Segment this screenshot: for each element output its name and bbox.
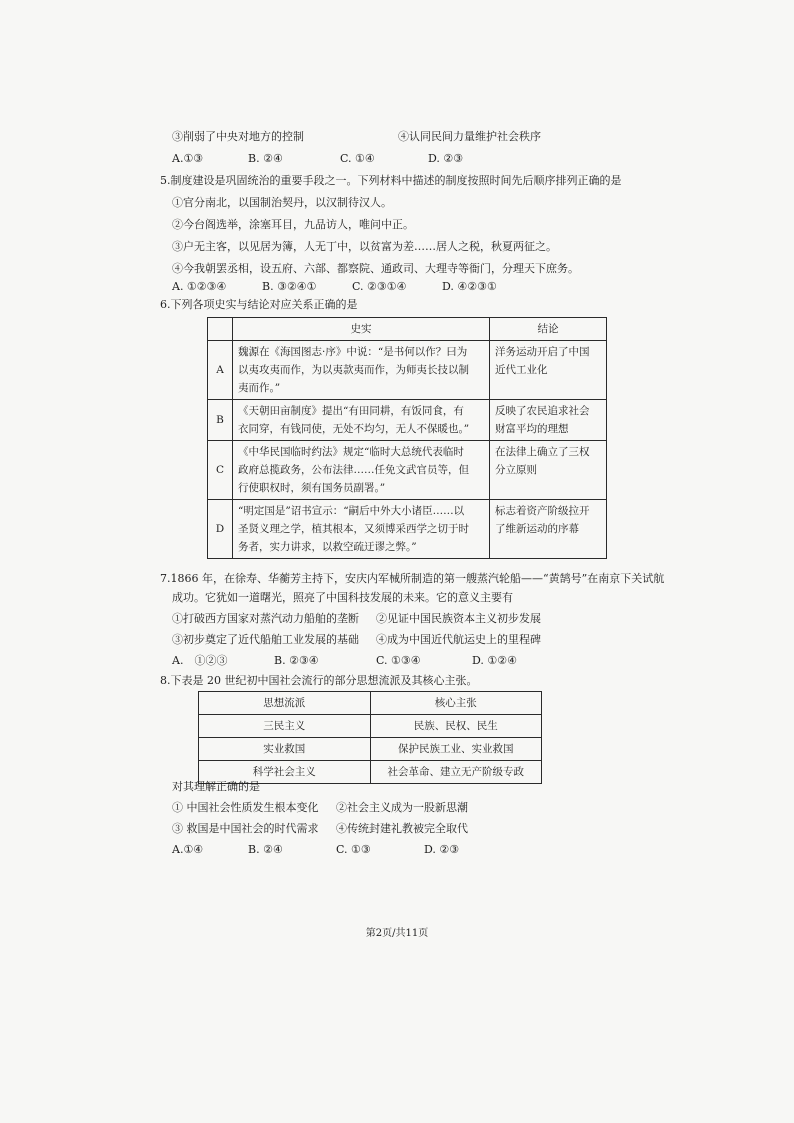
q6-row-letter: A: [208, 341, 233, 400]
q8-item-3: ③ 救国是中国社会的时代需求: [172, 822, 319, 835]
q8-option-a: A.①④: [172, 843, 204, 856]
fact-line: 《中华民国临时约法》规定“临时大总统代表临时: [238, 446, 464, 458]
q6-row-a: [208, 341, 607, 400]
q8-claim: 社会革命、建立无产阶级专政: [370, 761, 542, 784]
q7-option-c: C. ①③④: [376, 654, 421, 667]
q8-claim: 保护民族工业、实业救国: [370, 738, 542, 761]
q5-option-c: C. ②③①④: [352, 280, 407, 293]
q7-item-3: ③初步奠定了近代船舶工业发展的基础: [172, 633, 359, 646]
q8-school: 科学社会主义: [199, 761, 371, 784]
q6-stem: 6.下列各项史实与结论对应关系正确的是: [160, 298, 358, 311]
q6-row-conclusion: [490, 400, 607, 441]
q6-row-conclusion: [490, 441, 607, 500]
q5-item-1: ①官分南北，以国制治契丹，以汉制待汉人。: [172, 196, 392, 209]
q4-item-4: ④认同民间力量维护社会秩序: [398, 130, 541, 143]
q8-option-b: B. ②④: [248, 843, 283, 856]
q5-stem: 5.制度建设是巩固统治的重要手段之一。下列材料中描述的制度按照时间先后顺序排列正确的是: [160, 174, 622, 187]
q4-option-a: A.①③: [172, 152, 204, 165]
q8-school: 三民主义: [199, 715, 371, 738]
q5-item-2: ②今台阁选举，涂塞耳目，九品访人，唯问中正。: [172, 218, 414, 231]
page-number: 第2页/共11页: [365, 928, 429, 939]
q5-option-a: A. ①②③④: [172, 280, 227, 293]
fact-line: “明定国是”诏书宣示：“嗣后中外大小诸臣……以: [238, 505, 465, 517]
q6-row-b: [208, 400, 607, 441]
q8-claim: 民族、民权、民生: [370, 715, 542, 738]
conclusion-line: 标志着资产阶级拉开: [495, 505, 590, 517]
q4-option-b: B. ②④: [248, 152, 283, 165]
q6-row-letter: C: [208, 441, 233, 500]
q8-row: [199, 738, 542, 761]
q6-row-fact: [233, 341, 490, 400]
q8-header-row: [199, 692, 542, 715]
fact-line: 夷而作。”: [238, 382, 281, 394]
q7-option-b: B. ②③④: [274, 654, 319, 667]
q7-option-d: D. ①②④: [472, 654, 518, 667]
conclusion-line: 财富平均的理想: [495, 423, 569, 435]
q6-header-row: [208, 318, 607, 341]
q6-row-fact: [233, 400, 490, 441]
q7-stem-line-2: 成功。它犹如一道曙光，照亮了中国科技发展的未来。它的意义主要有: [172, 591, 513, 604]
conclusion-line: 了维新运动的序幕: [495, 523, 579, 535]
conclusion-line: 近代工业化: [495, 364, 548, 376]
q8-table: [198, 691, 542, 784]
fact-line: 圣贤义理之学，植其根本，又须博采西学之切于时: [238, 523, 469, 535]
q6-row-letter: B: [208, 400, 233, 441]
q8-school: 实业救国: [199, 738, 371, 761]
q5-item-3: ③户无主客，以见居为簿，人无丁中，以贫富为差……居人之税，秋夏两征之。: [172, 240, 557, 253]
q4-option-c: C. ①④: [340, 152, 375, 165]
conclusion-line: 洋务运动开启了中国: [495, 346, 590, 358]
q8-option-c: C. ①③: [336, 843, 371, 856]
q6-row-conclusion: [490, 500, 607, 559]
q5-option-b: B. ③②④①: [262, 280, 317, 293]
q6-table: [207, 317, 607, 559]
q8-question: 对其理解正确的是: [172, 780, 260, 793]
q4-item-3: ③削弱了中央对地方的控制: [172, 130, 304, 143]
q7-item-2: ②见证中国民族资本主义初步发展: [376, 612, 541, 625]
fact-line: 魏源在《海国图志·序》中说：“是书何以作？曰为: [238, 346, 468, 358]
q7-stem-line-1: 7.1866 年，在徐寿、华蘅芳主持下，安庆内军械所制造的第一艘蒸汽轮船——“黄鹄号”在南京下关试航: [160, 572, 665, 585]
q6-row-letter: D: [208, 500, 233, 559]
q7-item-1: ①打破西方国家对蒸汽动力船舶的垄断: [172, 612, 359, 625]
q6-row-c: [208, 441, 607, 500]
q6-row-fact: [233, 500, 490, 559]
q6-header-conclusion: 结论: [490, 318, 607, 341]
fact-line: 行使职权时，须有国务员副署。”: [238, 482, 386, 494]
q8-header-claim: 核心主张: [370, 692, 542, 715]
q8-item-1: ① 中国社会性质发生根本变化: [172, 801, 319, 814]
fact-line: 政府总揽政务，公布法律……任免文武官员等，但: [238, 464, 469, 476]
fact-line: 以夷攻夷而作，为以夷款夷而作，为师夷长技以制: [238, 364, 469, 376]
conclusion-line: 在法律上确立了三权: [495, 446, 590, 458]
q6-header-fact: 史实: [233, 318, 490, 341]
fact-line: 务者，实力讲求，以救空疏迂谬之弊。”: [238, 541, 417, 553]
q5-item-4: ④今我朝罢丞相，设五府、六部、都察院、通政司、大理寺等衙门，分理天下庶务。: [172, 262, 579, 275]
q7-option-a: A. ①②③: [172, 654, 228, 667]
q7-item-4: ④成为中国近代航运史上的里程碑: [376, 633, 541, 646]
q8-stem: 8.下表是 20 世纪初中国社会流行的部分思想流派及其核心主张。: [160, 674, 478, 687]
q8-header-school: 思想流派: [199, 692, 371, 715]
fact-line: 衣同穿，有钱同使，无处不均匀，无人不保暖也。”: [238, 423, 470, 435]
q5-option-d: D. ④②③①: [442, 280, 497, 293]
q8-option-d: D. ②③: [424, 843, 460, 856]
q8-item-4: ④传统封建礼教被完全取代: [336, 822, 468, 835]
q6-row-d: [208, 500, 607, 559]
q4-option-d: D. ②③: [428, 152, 464, 165]
q8-item-2: ②社会主义成为一股新思潮: [336, 801, 468, 814]
conclusion-line: 反映了农民追求社会: [495, 405, 590, 417]
fact-line: 《天朝田亩制度》提出“有田同耕，有饭同食，有: [238, 405, 464, 417]
q6-header-blank: [208, 318, 233, 341]
q6-row-fact: [233, 441, 490, 500]
q6-row-conclusion: [490, 341, 607, 400]
conclusion-line: 分立原则: [495, 464, 537, 476]
q8-row: [199, 715, 542, 738]
